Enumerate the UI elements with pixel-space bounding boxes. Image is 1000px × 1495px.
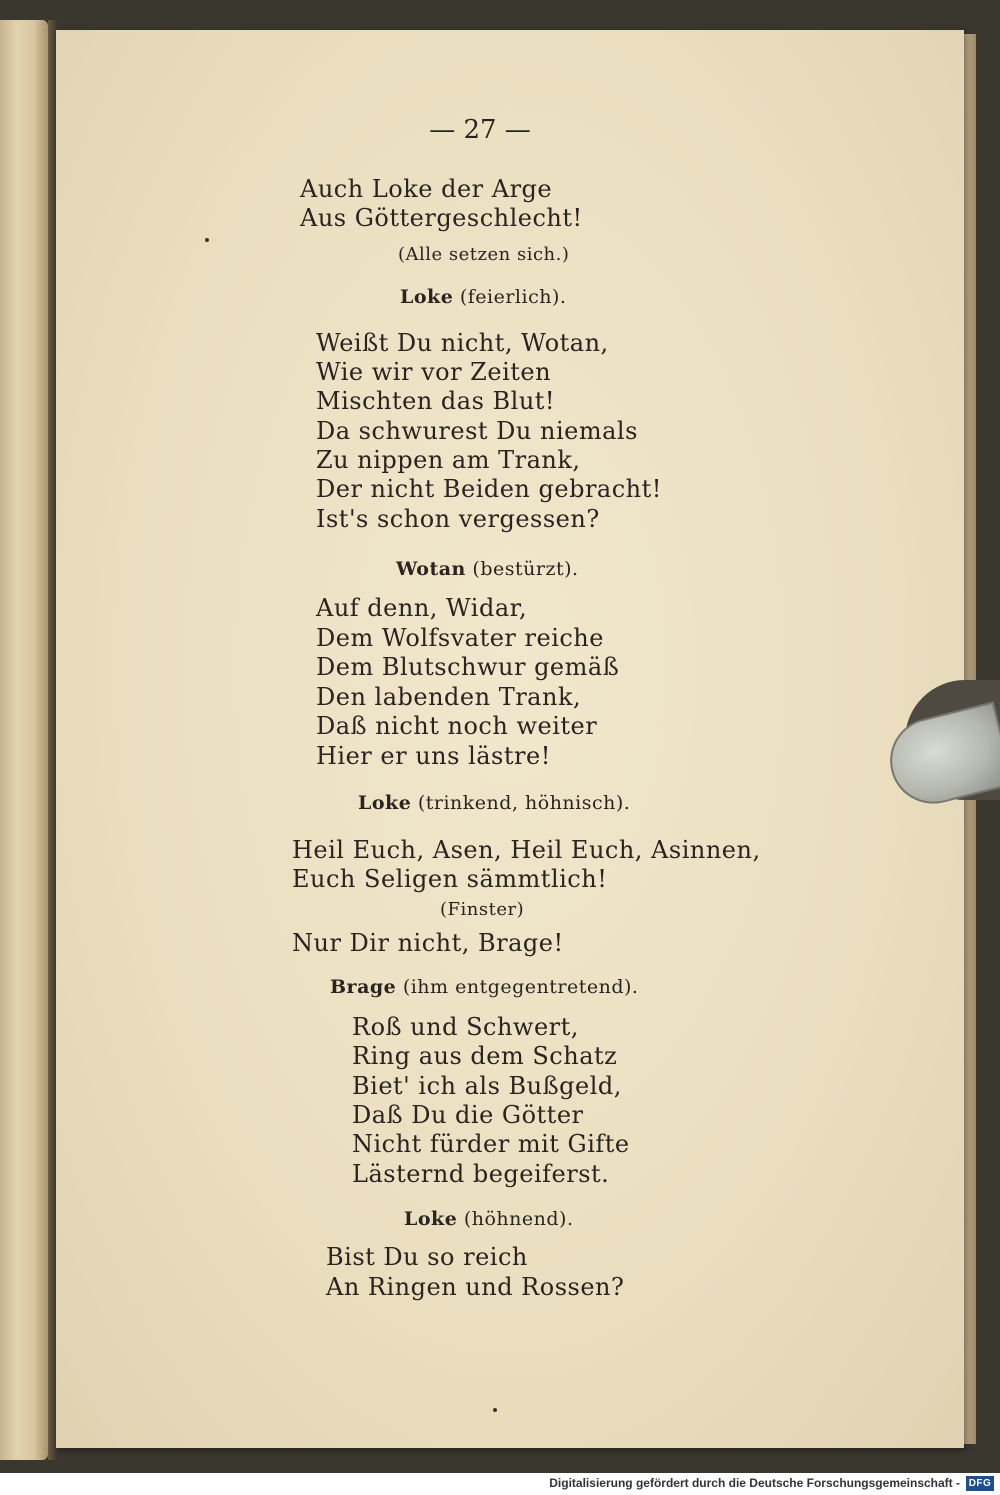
ink-speck: [493, 1408, 497, 1412]
speaker-direction: (bestürzt).: [472, 558, 579, 580]
verse-line: Dem Blutschwur gemäß: [316, 653, 620, 681]
speaker-name: Wotan: [396, 558, 466, 580]
dfg-logo: DFG: [966, 1476, 994, 1491]
verse-line: Heil Euch, Asen, Heil Euch, Asinnen,: [292, 836, 761, 864]
footer-credit: Digitalisierung gefördert durch die Deutsche Forschungsgemeinschaft -: [549, 1476, 960, 1490]
verse-line: Auch Loke der Arge: [300, 175, 553, 203]
verse-line: Hier er uns lästre!: [316, 742, 551, 770]
verse-line: Mischten das Blut!: [316, 387, 556, 415]
ink-speck: [205, 238, 209, 242]
verse-line: Nicht fürder mit Gifte: [352, 1130, 630, 1158]
speaker-heading: [396, 558, 579, 580]
speaker-name: Loke: [404, 1208, 458, 1230]
verse-line: Aus Göttergeschlecht!: [300, 204, 583, 232]
digitization-footer: [0, 1473, 1000, 1495]
stage-direction: (Alle setzen sich.): [398, 244, 570, 265]
verse-line: Ring aus dem Schatz: [352, 1042, 618, 1070]
speaker-heading: [400, 286, 566, 308]
speaker-heading: [404, 1208, 574, 1230]
verse-line: Weißt Du nicht, Wotan,: [316, 329, 609, 357]
stage-direction: (Finster): [440, 899, 525, 920]
verse-line: Den labenden Trank,: [316, 683, 582, 711]
verse-line: Daß Du die Götter: [352, 1101, 584, 1129]
speaker-name: Brage: [330, 976, 397, 998]
speaker-direction: (ihm entgegentretend).: [402, 976, 639, 998]
verse-line: Der nicht Beiden gebracht!: [316, 475, 662, 503]
verse-line: Roß und Schwert,: [352, 1013, 579, 1041]
verse-line: Bist Du so reich: [326, 1243, 528, 1271]
verse-line: Wie wir vor Zeiten: [316, 358, 552, 386]
verse-line: Daß nicht noch weiter: [316, 712, 598, 740]
verse-line: Nur Dir nicht, Brage!: [292, 929, 564, 957]
verse-line: Dem Wolfsvater reiche: [316, 624, 604, 652]
speaker-name: Loke: [358, 792, 412, 814]
speaker-direction: (trinkend, höhnisch).: [417, 792, 631, 814]
verse-line: Biet' ich als Bußgeld,: [352, 1072, 622, 1100]
verse-line: Da schwurest Du niemals: [316, 417, 638, 445]
speaker-name: Loke: [400, 286, 454, 308]
verse-line: Ist's schon vergessen?: [316, 505, 600, 533]
speaker-direction: (feierlich).: [459, 286, 567, 308]
page-number: — 27 —: [429, 115, 531, 145]
speaker-heading: [330, 976, 638, 998]
verse-line: Lästernd begeiferst.: [352, 1160, 610, 1188]
verse-line: Auf denn, Widar,: [316, 594, 528, 622]
speaker-heading: [358, 792, 630, 814]
verse-line: An Ringen und Rossen?: [326, 1273, 625, 1301]
verse-line: Zu nippen am Trank,: [316, 446, 581, 474]
verse-line: Euch Seligen sämmtlich!: [292, 865, 608, 893]
speaker-direction: (höhnend).: [463, 1208, 574, 1230]
